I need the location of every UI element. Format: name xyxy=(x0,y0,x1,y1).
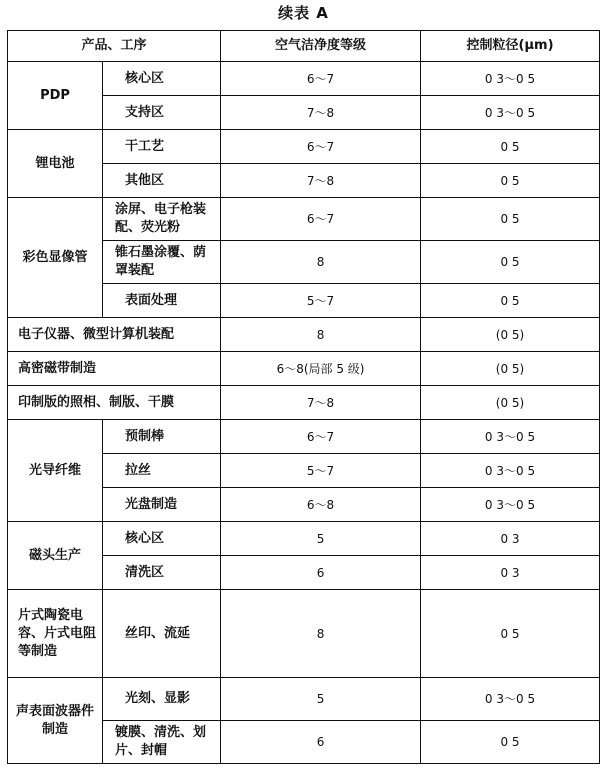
table-row xyxy=(8,318,600,352)
cleanroom-table xyxy=(7,30,600,764)
sub-label: 拉丝 xyxy=(103,454,221,488)
particle-value: 0 5 xyxy=(421,198,600,241)
group-fiber: 光导纤维 xyxy=(8,420,103,522)
group-pdp: PDP xyxy=(8,62,103,130)
sub-label: 丝印、流延 xyxy=(103,590,221,678)
particle-value: 0 3～0 5 xyxy=(421,96,600,130)
class-value: 5 xyxy=(221,678,421,721)
particle-value: 0 5 xyxy=(421,284,600,318)
particle-value: 0 5 xyxy=(421,241,600,284)
sub-label: 涂屏、电子枪装配、荧光粉 xyxy=(103,198,221,241)
row-tape: 高密磁带制造 xyxy=(8,352,221,386)
particle-value: 0 5 xyxy=(421,721,600,764)
class-value: 6～8(局部 5 级) xyxy=(221,352,421,386)
group-head: 磁头生产 xyxy=(8,522,103,590)
particle-value: 0 3～0 5 xyxy=(421,454,600,488)
sub-label: 锥石墨涂覆、荫罩装配 xyxy=(103,241,221,284)
class-value: 7～8 xyxy=(221,164,421,198)
table-row xyxy=(8,62,600,96)
sub-label: 镀膜、清洗、划片、封帽 xyxy=(103,721,221,764)
group-saw: 声表面波器件制造 xyxy=(8,678,103,764)
table-row xyxy=(8,386,600,420)
particle-value: 0 3 xyxy=(421,522,600,556)
row-printing: 印制版的照相、制版、干膜 xyxy=(8,386,221,420)
particle-value: 0 5 xyxy=(421,590,600,678)
class-value: 8 xyxy=(221,318,421,352)
header-product: 产品、工序 xyxy=(8,31,221,62)
particle-value: 0 3～0 5 xyxy=(421,420,600,454)
class-value: 8 xyxy=(221,590,421,678)
table-title: 续表 A xyxy=(278,4,329,22)
class-value: 6～8 xyxy=(221,488,421,522)
particle-value: 0 3 xyxy=(421,556,600,590)
header-particle: 控制粒径(μm) xyxy=(421,31,600,62)
sub-label: 预制棒 xyxy=(103,420,221,454)
class-value: 6～7 xyxy=(221,62,421,96)
table-row xyxy=(8,198,600,241)
particle-value: (0 5) xyxy=(421,352,600,386)
table-row xyxy=(8,130,600,164)
sub-label: 表面处理 xyxy=(103,284,221,318)
group-crt: 彩色显像管 xyxy=(8,198,103,318)
group-chip: 片式陶瓷电容、片式电阻等制造 xyxy=(8,590,103,678)
table-header-row xyxy=(8,31,600,62)
class-value: 5～7 xyxy=(221,454,421,488)
particle-value: 0 3～0 5 xyxy=(421,678,600,721)
class-value: 7～8 xyxy=(221,96,421,130)
sub-label: 核心区 xyxy=(103,522,221,556)
particle-value: 0 5 xyxy=(421,164,600,198)
sub-label: 光刻、显影 xyxy=(103,678,221,721)
sub-label: 其他区 xyxy=(103,164,221,198)
class-value: 6～7 xyxy=(221,420,421,454)
particle-value: 0 3～0 5 xyxy=(421,488,600,522)
table-row xyxy=(8,352,600,386)
particle-value: (0 5) xyxy=(421,386,600,420)
sub-label: 光盘制造 xyxy=(103,488,221,522)
sub-label: 清洗区 xyxy=(103,556,221,590)
row-instrument: 电子仪器、微型计算机装配 xyxy=(8,318,221,352)
class-value: 6～7 xyxy=(221,198,421,241)
class-value: 5 xyxy=(221,522,421,556)
table-row xyxy=(8,420,600,454)
header-class: 空气洁净度等级 xyxy=(221,31,421,62)
table-row xyxy=(8,590,600,678)
particle-value: 0 3～0 5 xyxy=(421,62,600,96)
sub-label: 支持区 xyxy=(103,96,221,130)
class-value: 6～7 xyxy=(221,130,421,164)
table-row xyxy=(8,678,600,721)
class-value: 5～7 xyxy=(221,284,421,318)
class-value: 8 xyxy=(221,241,421,284)
sub-label: 核心区 xyxy=(103,62,221,96)
sub-label: 干工艺 xyxy=(103,130,221,164)
particle-value: (0 5) xyxy=(421,318,600,352)
class-value: 7～8 xyxy=(221,386,421,420)
class-value: 6 xyxy=(221,721,421,764)
class-value: 6 xyxy=(221,556,421,590)
table-row xyxy=(8,522,600,556)
group-battery: 锂电池 xyxy=(8,130,103,198)
particle-value: 0 5 xyxy=(421,130,600,164)
